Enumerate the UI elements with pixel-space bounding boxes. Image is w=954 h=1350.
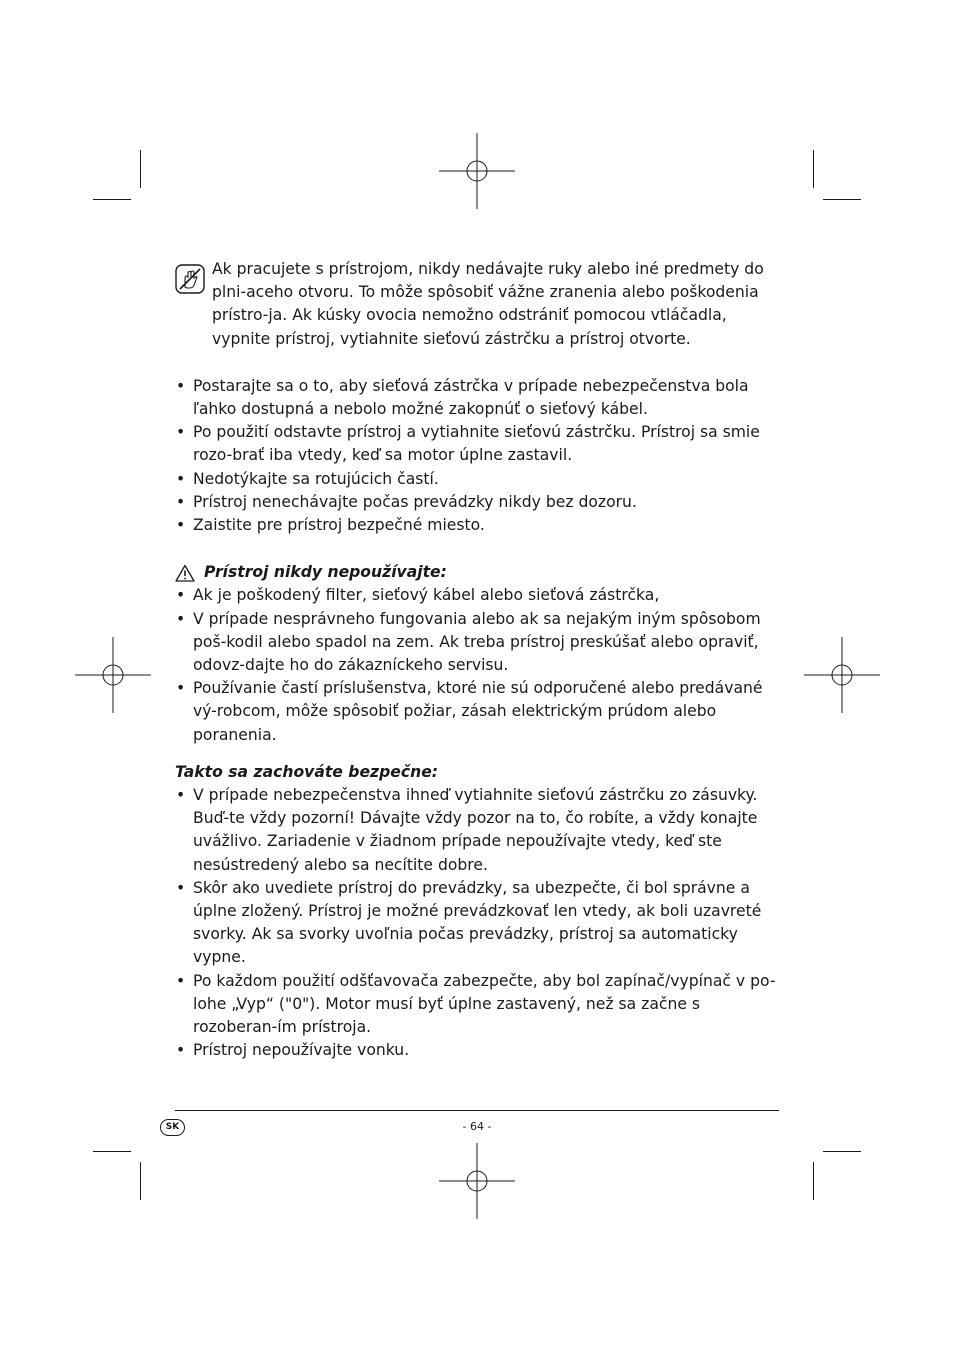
list-item: • Prístroj nepoužívajte vonku. xyxy=(175,1039,783,1062)
list-item: • Nedotýkajte sa rotujúcich častí. xyxy=(175,468,783,491)
registration-mark-icon xyxy=(439,1143,515,1219)
registration-mark-icon xyxy=(439,133,515,209)
warning-triangle-icon xyxy=(175,564,195,582)
crop-mark xyxy=(140,150,141,188)
crop-mark xyxy=(823,199,861,200)
registration-mark-icon xyxy=(804,637,880,713)
general-safety-list xyxy=(175,375,783,537)
language-badge: SK xyxy=(160,1119,185,1136)
crop-mark xyxy=(813,1162,814,1200)
crop-mark xyxy=(823,1151,861,1152)
list-item: • Po každom použití odšťavovača zabezpečte, aby bol zapínač/vypínač v po-lohe „Vyp“ ("0"). Motor musí byť úplne zastavený, než sa začne s rozoberan-ím prístroja. xyxy=(175,970,783,1040)
section-heading-safe: Takto sa zachováte bezpečne: xyxy=(175,762,439,781)
list-item: • Zaistite pre prístroj bezpečné miesto. xyxy=(175,514,783,537)
list-item: • Prístroj nenechávajte počas prevádzky nikdy bez dozoru. xyxy=(175,491,783,514)
crop-mark xyxy=(93,199,131,200)
list-item: • Postarajte sa o to, aby sieťová zástrčka v prípade nebezpečenstva bola ľahko dostupná a nebolo možné zakopnúť o sieťový kábel. xyxy=(175,375,783,421)
list-item: • Ak je poškodený filter, sieťový kábel alebo sieťová zástrčka, xyxy=(175,584,783,607)
page-content xyxy=(175,258,783,1063)
hand-in-opening-prohibited-icon xyxy=(175,264,205,294)
warning-block xyxy=(175,258,783,351)
footer-divider xyxy=(175,1110,779,1111)
page-number: - 64 - xyxy=(462,1120,492,1133)
list-item: • Používanie častí príslušenstva, ktoré nie sú odporučené alebo predávané vý-robcom, môže spôsobiť požiar, zásah elektrickým prúdom alebo poranenia. xyxy=(175,677,783,747)
list-item: • V prípade nebezpečenstva ihneď vytiahnite sieťovú zástrčku zo zásuvky. Buď-te vždy pozorní! Dávajte vždy pozor na to, čo robíte, a vždy konajte uvážlivo. Zariadenie v žiadnom prípade nepoužívajte vtedy, keď ste nesústredený alebo sa necítite dobre. xyxy=(175,784,783,877)
crop-mark xyxy=(93,1151,131,1152)
section-heading-no-use xyxy=(175,561,783,584)
registration-mark-icon xyxy=(75,637,151,713)
crop-mark xyxy=(813,150,814,188)
section-heading-text: Prístroj nikdy nepoužívajte: xyxy=(204,563,447,582)
list-item: • Skôr ako uvediete prístroj do prevádzky, sa ubezpečte, či bol správne a úplne zložený. Prístroj je možné prevádzkovať len vtedy, ak boli uzavreté svorky. Ak sa svorky uvoľnia počas prevádzky, prístroj sa automaticky vypne. xyxy=(175,877,783,970)
list-item: • V prípade nesprávneho fungovania alebo ak sa nejakým iným spôsobom poš-kodil alebo spadol na zem. Ak treba prístroj preskúšať alebo opraviť, odovz-dajte ho do zákazníckeho servisu. xyxy=(175,608,783,678)
warning-text: Ak pracujete s prístrojom, nikdy nedávajte ruky alebo iné predmety do plni-aceho otvoru. To môže spôsobiť vážne zranenia alebo poškodenia prístro-ja. Ak kúsky ovocia nemožno odstrániť pomocou vtláčadla, vypnite prístroj, vytiahnite sieťovú zástrčku a prístroj otvorte. xyxy=(212,260,764,348)
list-item: • Po použití odstavte prístroj a vytiahnite sieťovú zástrčku. Prístroj sa smie rozo-brať iba vtedy, keď sa motor úplne zastavil. xyxy=(175,421,783,467)
crop-mark xyxy=(140,1162,141,1200)
safe-behavior-list xyxy=(175,784,783,1062)
no-use-list xyxy=(175,584,783,746)
